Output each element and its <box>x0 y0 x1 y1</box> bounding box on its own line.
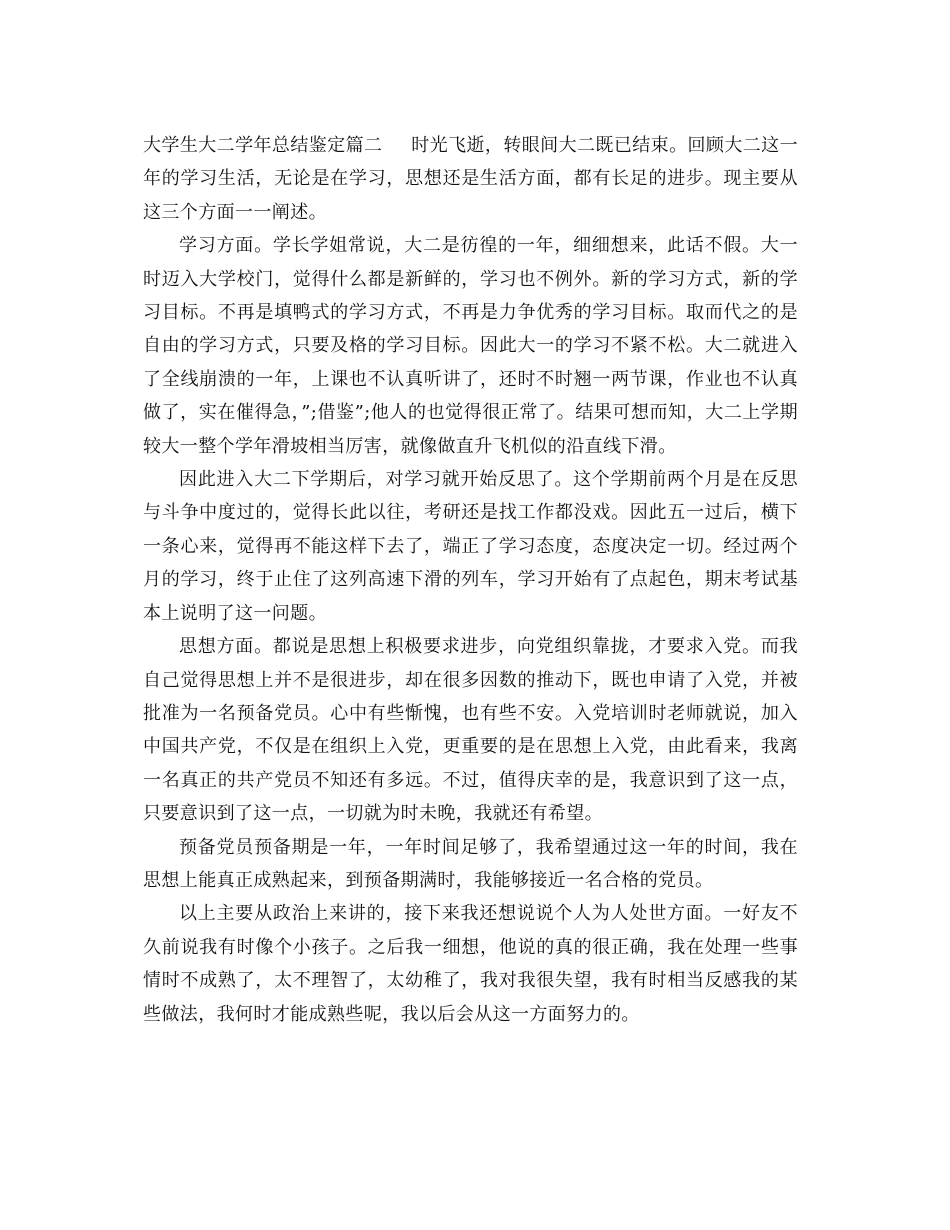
paragraph-thought: 思想方面。都说是思想上积极要求进步，向党组织靠拢，才要求入党。而我自己觉得思想上并不是很进步，却在很多因数的推动下，既也申请了入党，并被批准为一名预备党员。心中有些惭愧，也有些不安。入党培训时老师就说，加入中国共产党，不仅是在组织上入党，更重要的是在思想上入党，由此看来，我离一名真正的共产党员不知还有多远。不过，值得庆幸的是，我意识到了这一点，只要意识到了这一点，一切就为时未晚，我就还有希望。 <box>143 636 798 825</box>
paragraph-intro <box>143 129 798 229</box>
paragraph-text: 时光飞逝，转眼间大二既已结束。回顾大二这一年的学习生活，无论是在学习，思想还是生活方面，都有长足的进步。现主要从这三个方面一一阐述。 <box>143 135 798 223</box>
document-body <box>143 129 798 1031</box>
document-title: 大学生大二学年总结鉴定篇二 <box>143 135 383 156</box>
paragraph-probation: 预备党员预备期是一年，一年时间足够了，我希望通过这一年的时间，我在思想上能真正成熟起来，到预备期满时，我能够接近一名合格的党员。 <box>143 836 798 891</box>
paragraph-reflection: 因此进入大二下学期后，对学习就开始反思了。这个学期前两个月是在反思与斗争中度过的，觉得长此以往，考研还是找工作都没戏。因此五一过后，横下一条心来，觉得再不能这样下去了，端正了学习态度，态度决定一切。经过两个月的学习，终于止住了这列高速下滑的列车，学习开始有了点起色，期末考试基本上说明了这一问题。 <box>143 469 798 624</box>
paragraph-study: 学习方面。学长学姐常说，大二是彷徨的一年，细细想来，此话不假。大一时迈入大学校门，觉得什么都是新鲜的，学习也不例外。新的学习方式，新的学习目标。不再是填鸭式的学习方式，不再是力争优秀的学习目标。取而代之的是自由的学习方式，只要及格的学习目标。因此大一的学习不紧不松。大二就进入了全线崩溃的一年，上课也不认真听讲了，还时不时翘一两节课，作业也不认真做了，实在催得急，”;借鉴”;他人的也觉得很正常了。结果可想而知，大二上学期较大一整个学年滑坡相当厉害，就像做直升飞机似的沿直线下滑。 <box>143 235 798 457</box>
paragraph-personal: 以上主要从政治上来讲的，接下来我还想说说个人为人处世方面。一好友不久前说我有时像个小孩子。之后我一细想，他说的真的很正确，我在处理一些事情时不成熟了，太不理智了，太幼稚了，我对我很失望，我有时相当反感我的某些做法，我何时才能成熟些呢，我以后会从这一方面努力的。 <box>143 903 798 1025</box>
